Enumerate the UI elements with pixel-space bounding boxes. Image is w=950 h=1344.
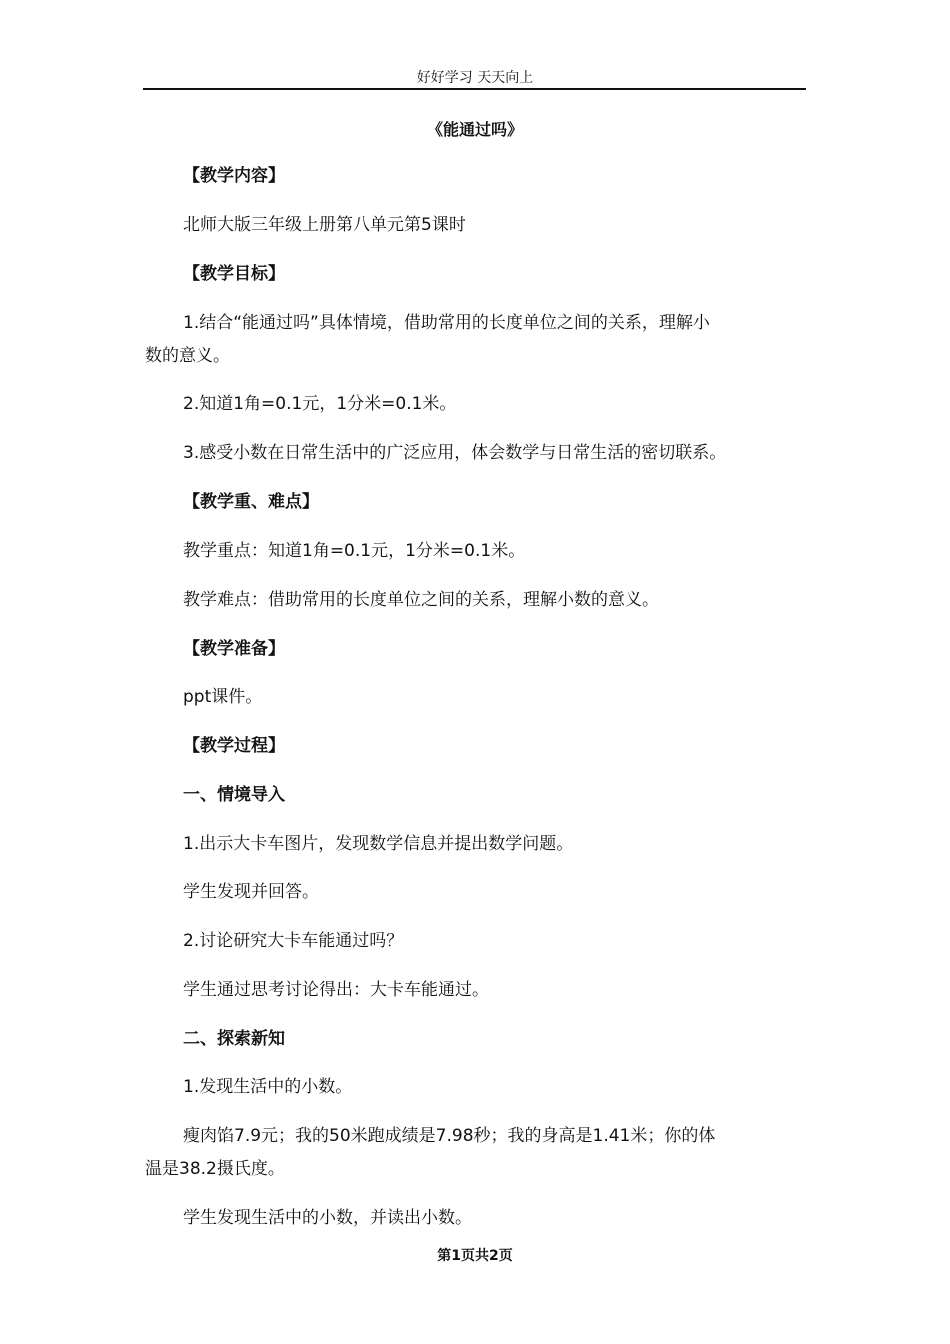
goal-1-line-2: 数的意义。	[145, 346, 230, 366]
section-2-heading: 二、探索新知	[183, 1029, 285, 1049]
page-footer: 第1页共2页	[437, 1248, 513, 1264]
section-1-item-2: 2.讨论研究大卡车能通过吗？	[183, 931, 404, 951]
heading-teaching-process: 【教学过程】	[183, 736, 285, 756]
paragraph-prep: ppt课件。	[183, 687, 263, 707]
paragraph-content: 北师大版三年级上册第八单元第5课时	[183, 215, 466, 235]
header-rule	[143, 88, 806, 90]
paragraph-difficult-point: 教学难点：借助常用的长度单位之间的关系，理解小数的意义。	[183, 590, 659, 610]
section-2-example-line-1: 瘦肉馅7.9元；我的50米跑成绩是7.98秒；我的身高是1.41米；你的体	[183, 1126, 716, 1146]
section-2-example-line-2: 温是38.2摄氏度。	[145, 1159, 285, 1179]
goal-3: 3.感受小数在日常生活中的广泛应用，体会数学与日常生活的密切联系。	[183, 443, 727, 463]
document-title: 《能通过吗》	[426, 120, 523, 139]
heading-key-difficult: 【教学重、难点】	[183, 492, 319, 512]
section-1-heading: 一、情境导入	[183, 785, 285, 805]
page-header: 好好学习 天天向上	[416, 70, 534, 86]
goal-1-line-1: 1.结合“能通过吗”具体情境，借助常用的长度单位之间的关系，理解小	[183, 313, 710, 333]
goal-2: 2.知道1角=0.1元，1分米=0.1米。	[183, 394, 457, 414]
section-1-item-1: 1.出示大卡车图片，发现数学信息并提出数学问题。	[183, 834, 574, 854]
section-2-answer: 学生发现生活中的小数，并读出小数。	[183, 1208, 472, 1228]
section-2-item-1: 1.发现生活中的小数。	[183, 1077, 353, 1097]
heading-teaching-goals: 【教学目标】	[183, 264, 285, 284]
paragraph-key-point: 教学重点：知道1角=0.1元，1分米=0.1米。	[183, 541, 526, 561]
section-1-item-1-answer: 学生发现并回答。	[183, 882, 319, 902]
heading-teaching-prep: 【教学准备】	[183, 639, 285, 659]
section-1-item-2-answer: 学生通过思考讨论得出：大卡车能通过。	[183, 980, 489, 1000]
heading-teaching-content: 【教学内容】	[183, 166, 285, 186]
